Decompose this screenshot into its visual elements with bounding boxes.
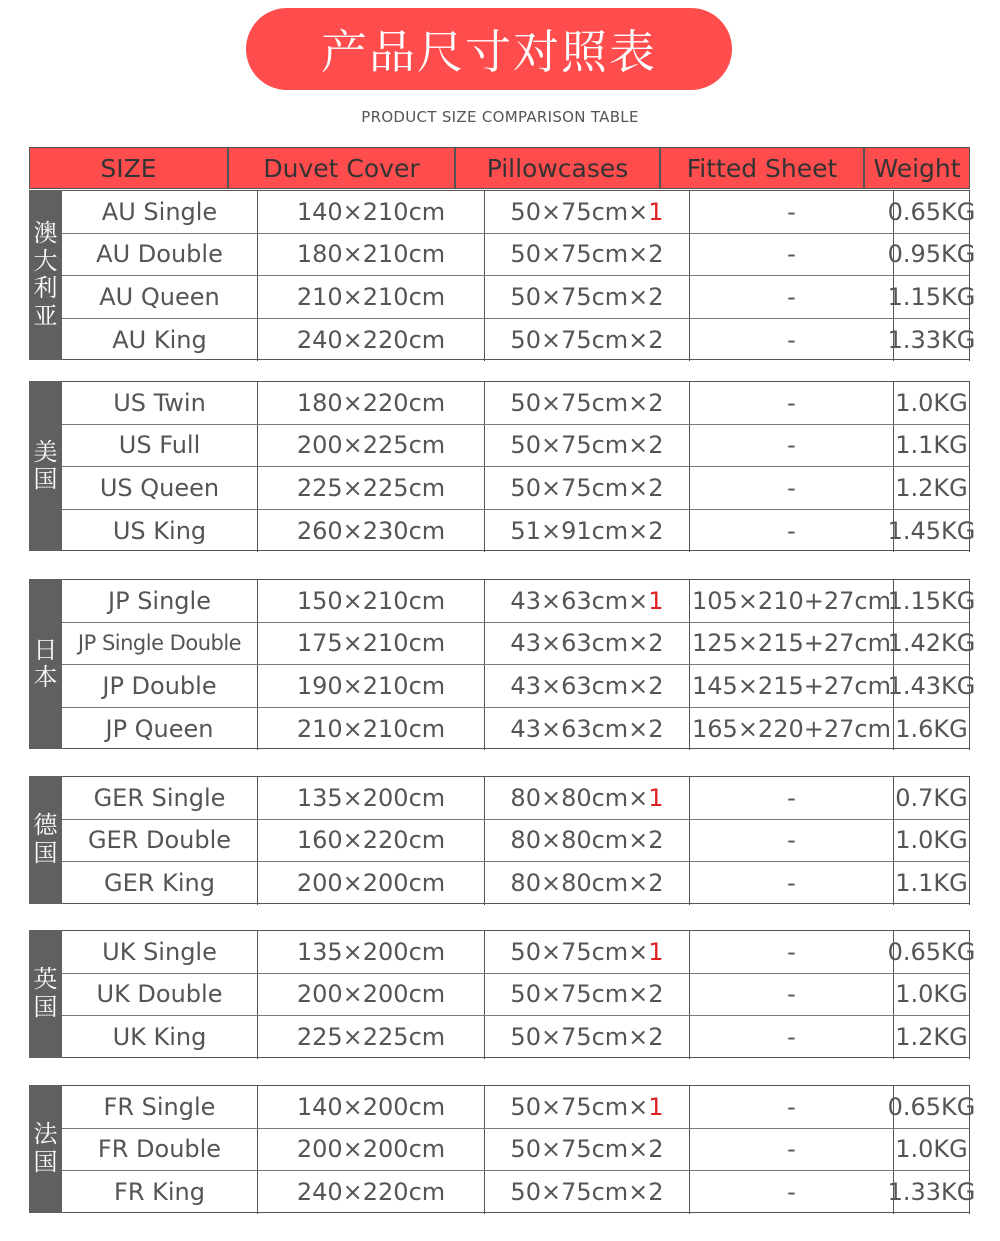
pillowcase-cell <box>485 1016 690 1059</box>
pillowcase-cell <box>485 862 690 905</box>
duvet-cover-cell: 225×225cm <box>258 1016 485 1059</box>
weight-cell: 1.1KG <box>894 862 970 905</box>
weight-cell: 1.45KG <box>894 510 970 553</box>
pillowcase-quantity: 2 <box>648 671 664 700</box>
pillowcase-quantity: 1 <box>648 937 664 966</box>
fitted-sheet-cell: - <box>690 467 894 509</box>
pillowcase-cell <box>485 580 690 622</box>
country-char: 国 <box>33 838 58 867</box>
table-row <box>62 665 976 708</box>
country-group <box>29 1085 976 1213</box>
size-cell: FR Double <box>62 1129 258 1171</box>
pillowcase-cell <box>485 425 690 467</box>
pillowcase-quantity: 2 <box>648 240 664 269</box>
table-row <box>62 382 970 425</box>
size-cell: AU King <box>62 319 258 362</box>
weight-cell: 0.95KG <box>894 234 970 276</box>
duvet-cover-cell: 135×200cm <box>258 777 485 819</box>
country-char: 本 <box>33 663 58 692</box>
pillowcase-cell <box>485 510 690 553</box>
pillowcase-size: 50×75cm× <box>510 388 649 417</box>
fitted-sheet-cell: - <box>690 191 894 233</box>
pillowcase-quantity: 2 <box>648 1023 664 1052</box>
pillowcase-size: 80×80cm× <box>510 783 649 812</box>
size-cell: JP Queen <box>62 708 258 751</box>
pillowcase-cell <box>485 467 690 509</box>
duvet-cover-cell: 240×220cm <box>258 319 485 362</box>
pillowcase-size: 50×75cm× <box>510 980 649 1009</box>
pillowcase-cell <box>485 974 690 1016</box>
country-char: 澳 <box>33 219 58 247</box>
table-header <box>29 147 970 189</box>
pillowcase-cell <box>485 276 690 318</box>
pillowcase-size: 43×63cm× <box>510 715 649 744</box>
size-cell: JP Double <box>62 665 258 707</box>
pillowcase-size: 50×75cm× <box>510 937 649 966</box>
country-char: 国 <box>33 465 58 494</box>
country-char: 国 <box>33 992 58 1021</box>
size-cell: JP Single <box>62 580 258 622</box>
page-subtitle: PRODUCT SIZE COMPARISON TABLE <box>361 108 639 126</box>
pillowcase-quantity: 2 <box>648 980 664 1009</box>
pillowcase-size: 80×80cm× <box>510 826 649 855</box>
country-char: 大 <box>33 246 58 275</box>
duvet-cover-cell: 200×200cm <box>258 862 485 905</box>
fitted-sheet-cell: - <box>690 820 894 862</box>
pillowcase-cell <box>485 319 690 362</box>
fitted-sheet-cell: - <box>690 1129 894 1171</box>
table-row <box>62 1129 970 1172</box>
size-cell: GER Single <box>62 777 258 819</box>
size-cell: GER Double <box>62 820 258 862</box>
duvet-cover-cell: 150×210cm <box>258 580 485 622</box>
country-label <box>29 381 62 551</box>
weight-cell: 1.33KG <box>894 319 970 362</box>
fitted-sheet-cell: - <box>690 1171 894 1214</box>
duvet-cover-cell: 180×220cm <box>258 382 485 424</box>
pillowcase-size: 50×75cm× <box>510 282 649 311</box>
fitted-sheet-cell: 145×215+27cm <box>690 665 894 707</box>
country-label <box>29 579 62 749</box>
fitted-sheet-cell: - <box>690 1086 894 1128</box>
size-cell: US Queen <box>62 467 258 509</box>
pillowcase-quantity: 2 <box>648 1178 664 1207</box>
size-cell: AU Double <box>62 234 258 276</box>
duvet-cover-cell: 140×200cm <box>258 1086 485 1128</box>
pillowcase-quantity: 2 <box>648 282 664 311</box>
weight-cell: 1.6KG <box>894 708 970 751</box>
weight-cell: 1.2KG <box>894 467 970 509</box>
weight-cell: 1.0KG <box>894 974 970 1016</box>
table-row <box>62 234 976 277</box>
duvet-cover-cell: 190×210cm <box>258 665 485 707</box>
pillowcase-quantity: 2 <box>648 1135 664 1164</box>
table-row <box>62 191 976 234</box>
pillowcase-quantity: 2 <box>648 869 664 898</box>
country-group <box>29 930 976 1058</box>
pillowcase-cell <box>485 665 690 707</box>
weight-cell: 1.1KG <box>894 425 970 467</box>
duvet-cover-cell: 210×210cm <box>258 276 485 318</box>
country-label <box>29 930 62 1058</box>
fitted-sheet-cell: - <box>690 510 894 553</box>
table-row <box>62 1171 976 1214</box>
fitted-sheet-cell: - <box>690 234 894 276</box>
pillowcase-size: 50×75cm× <box>510 1178 649 1207</box>
country-label <box>29 1085 62 1213</box>
size-cell: US Twin <box>62 382 258 424</box>
country-label <box>29 190 62 360</box>
size-cell: GER King <box>62 862 258 905</box>
pillowcase-cell <box>485 931 690 973</box>
table-row <box>62 1086 976 1129</box>
country-group <box>29 381 976 551</box>
table-row <box>62 580 976 623</box>
duvet-cover-cell: 260×230cm <box>258 510 485 553</box>
pillowcase-size: 51×91cm× <box>510 517 649 546</box>
weight-cell: 0.65KG <box>894 931 970 973</box>
size-cell: UK Double <box>62 974 258 1016</box>
table-row <box>62 862 970 905</box>
pillowcase-quantity: 1 <box>648 197 664 226</box>
pillowcase-size: 50×75cm× <box>510 1135 649 1164</box>
pillowcase-size: 50×75cm× <box>510 431 649 460</box>
country-char: 国 <box>33 1147 58 1176</box>
header-pillowcases: Pillowcases <box>456 148 661 188</box>
pillowcase-quantity: 1 <box>648 783 664 812</box>
duvet-cover-cell: 160×220cm <box>258 820 485 862</box>
pillowcase-quantity: 2 <box>648 326 664 355</box>
weight-cell: 1.0KG <box>894 382 970 424</box>
pillowcase-size: 50×75cm× <box>510 326 649 355</box>
fitted-sheet-cell: 105×210+27cm <box>690 580 894 622</box>
fitted-sheet-cell: 165×220+27cm <box>690 708 894 751</box>
table-row <box>62 777 970 820</box>
pillowcase-quantity: 2 <box>648 517 664 546</box>
table-row <box>62 974 970 1017</box>
country-char: 亚 <box>33 301 58 330</box>
pillowcase-size: 50×75cm× <box>510 1023 649 1052</box>
size-cell: AU Single <box>62 191 258 233</box>
country-char: 英 <box>33 965 58 994</box>
pillowcase-size: 50×75cm× <box>510 197 649 226</box>
duvet-cover-cell: 175×210cm <box>258 623 485 665</box>
table-row <box>62 708 970 751</box>
duvet-cover-cell: 135×200cm <box>258 931 485 973</box>
header-duvet-cover: Duvet Cover <box>229 148 456 188</box>
weight-cell: 1.0KG <box>894 1129 970 1171</box>
duvet-cover-cell: 200×225cm <box>258 425 485 467</box>
pillowcase-cell <box>485 191 690 233</box>
weight-cell: 1.0KG <box>894 820 970 862</box>
weight-cell: 1.2KG <box>894 1016 970 1059</box>
pillowcase-quantity: 2 <box>648 388 664 417</box>
pillowcase-quantity: 2 <box>648 431 664 460</box>
fitted-sheet-cell: 125×215+27cm <box>690 623 894 665</box>
size-cell: US King <box>62 510 258 553</box>
page-title: 产品尺寸对照表 <box>246 8 732 90</box>
fitted-sheet-cell: - <box>690 931 894 973</box>
table-row <box>62 820 970 863</box>
pillowcase-size: 50×75cm× <box>510 473 649 502</box>
weight-cell: 0.65KG <box>894 191 970 233</box>
weight-cell: 1.33KG <box>894 1171 970 1214</box>
fitted-sheet-cell: - <box>690 382 894 424</box>
pillowcase-quantity: 2 <box>648 715 664 744</box>
weight-cell: 0.7KG <box>894 777 970 819</box>
pillowcase-cell <box>485 777 690 819</box>
pillowcase-size: 43×63cm× <box>510 629 649 658</box>
weight-cell: 0.65KG <box>894 1086 970 1128</box>
duvet-cover-cell: 225×225cm <box>258 467 485 509</box>
country-char: 德 <box>33 811 58 840</box>
header-size: SIZE <box>30 148 229 188</box>
table-row <box>62 467 970 510</box>
pillowcase-cell <box>485 382 690 424</box>
pillowcase-cell <box>485 234 690 276</box>
size-cell: FR King <box>62 1171 258 1214</box>
pillowcase-cell <box>485 1129 690 1171</box>
fitted-sheet-cell: - <box>690 862 894 905</box>
pillowcase-size: 80×80cm× <box>510 869 649 898</box>
duvet-cover-cell: 200×200cm <box>258 974 485 1016</box>
size-cell: UK Single <box>62 931 258 973</box>
country-char: 日 <box>33 635 58 664</box>
table-row <box>62 510 976 553</box>
duvet-cover-cell: 140×210cm <box>258 191 485 233</box>
country-char: 利 <box>33 274 58 303</box>
table-row <box>62 623 976 666</box>
size-cell: JP Single Double <box>62 623 258 665</box>
pillowcase-quantity: 2 <box>648 826 664 855</box>
fitted-sheet-cell: - <box>690 974 894 1016</box>
fitted-sheet-cell: - <box>690 425 894 467</box>
country-label <box>29 776 62 904</box>
weight-cell: 1.42KG <box>894 623 970 665</box>
duvet-cover-cell: 200×200cm <box>258 1129 485 1171</box>
fitted-sheet-cell: - <box>690 777 894 819</box>
country-group <box>29 776 970 904</box>
pillowcase-size: 50×75cm× <box>510 240 649 269</box>
duvet-cover-cell: 180×210cm <box>258 234 485 276</box>
fitted-sheet-cell: - <box>690 276 894 318</box>
size-cell: UK King <box>62 1016 258 1059</box>
country-char: 美 <box>33 437 58 466</box>
size-cell: FR Single <box>62 1086 258 1128</box>
table-row <box>62 931 976 974</box>
table-row <box>62 319 976 362</box>
pillowcase-quantity: 1 <box>648 1092 664 1121</box>
pillowcase-size: 43×63cm× <box>510 671 649 700</box>
fitted-sheet-cell: - <box>690 319 894 362</box>
table-row <box>62 425 970 468</box>
pillowcase-cell <box>485 1171 690 1214</box>
weight-cell: 1.43KG <box>894 665 970 707</box>
weight-cell: 1.15KG <box>894 276 970 318</box>
pillowcase-cell <box>485 820 690 862</box>
header-fitted-sheet: Fitted Sheet <box>661 148 865 188</box>
pillowcase-quantity: 2 <box>648 629 664 658</box>
country-group <box>29 190 976 360</box>
size-cell: AU Queen <box>62 276 258 318</box>
pillowcase-size: 43×63cm× <box>510 586 649 615</box>
pillowcase-quantity: 2 <box>648 473 664 502</box>
pillowcase-cell <box>485 623 690 665</box>
country-char: 法 <box>33 1120 58 1149</box>
header-weight: Weight <box>873 153 961 183</box>
pillowcase-cell <box>485 1086 690 1128</box>
duvet-cover-cell: 210×210cm <box>258 708 485 751</box>
table-row <box>62 276 976 319</box>
pillowcase-quantity: 1 <box>648 586 664 615</box>
fitted-sheet-cell: - <box>690 1016 894 1059</box>
country-group <box>29 579 976 749</box>
table-row <box>62 1016 970 1059</box>
duvet-cover-cell: 240×220cm <box>258 1171 485 1214</box>
pillowcase-cell <box>485 708 690 751</box>
size-cell: US Full <box>62 425 258 467</box>
pillowcase-size: 50×75cm× <box>510 1092 649 1121</box>
weight-cell: 1.15KG <box>894 580 970 622</box>
